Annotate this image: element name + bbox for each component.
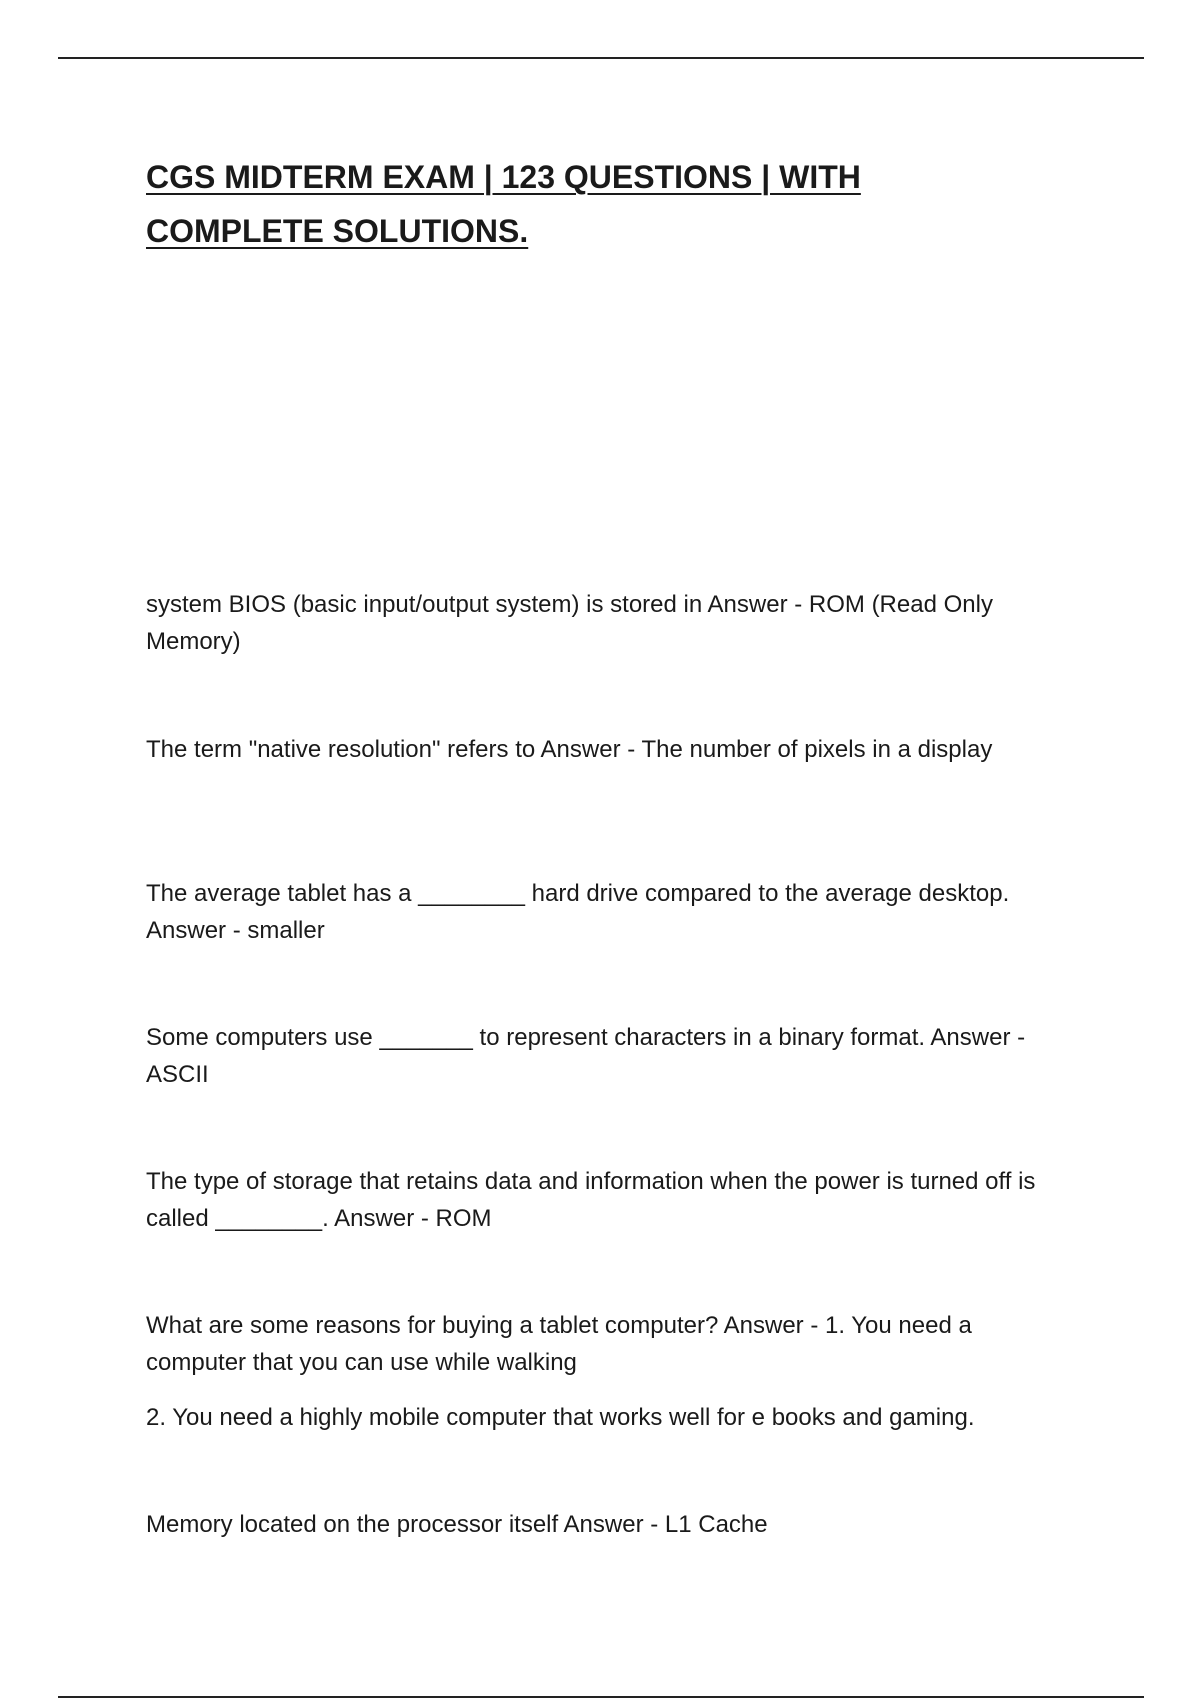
document-title: CGS MIDTERM EXAM | 123 QUESTIONS | WITH COMPLETE SOLUTIONS. [146,159,861,249]
question-answer: The type of storage that retains data and information when the power is turned off is called ________. Answer - ROM [146,1168,1036,1232]
answer-continuation: 2. You need a highly mobile computer that works well for e books and gaming. [146,1404,975,1431]
question-answer: What are some reasons for buying a tablet computer? Answer - 1. You need a computer that you can use while walking [146,1312,972,1376]
question-answer: The average tablet has a ________ hard drive compared to the average desktop. Answer - smaller [146,880,1010,944]
header-rule [58,57,1144,59]
question-answer: Memory located on the processor itself Answer - L1 Cache [146,1511,768,1538]
question-answer: system BIOS (basic input/output system) is stored in Answer - ROM (Read Only Memory) [146,591,993,655]
question-answer: The term "native resolution" refers to Answer - The number of pixels in a display [146,736,993,763]
question-answer: Some computers use _______ to represent characters in a binary format. Answer - ASCII [146,1024,1026,1088]
footer-rule [58,1696,1144,1698]
